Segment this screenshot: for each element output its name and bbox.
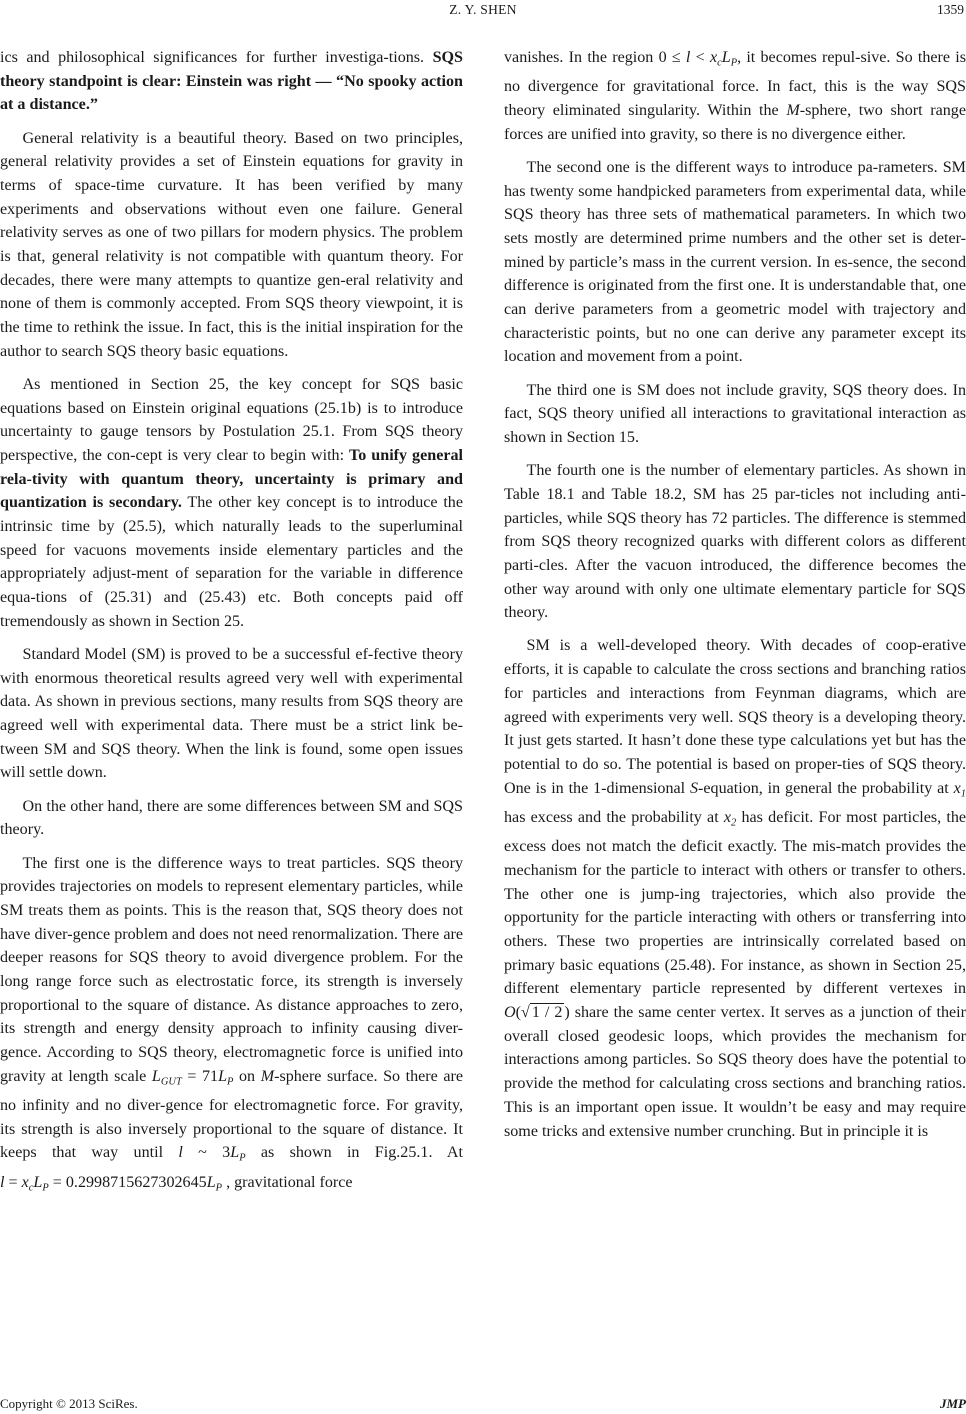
equation-lgut: $L_{GUT} = 71L_P$ — [151, 1067, 234, 1088]
right-column — [504, 46, 966, 1153]
copyright-notice: Copyright © 2013 SciRes. — [0, 1396, 138, 1411]
running-head-author: Z. Y. SHEN — [449, 2, 517, 17]
paragraph: The second one is the different ways to introduce pa-rameters. SM has twenty some handpicked parameters from experimental data, while SQS theory has three sets of mathematical parameters. In which two sets mostly are determined prime numbers and the other set is deter-mined by particle’s mass in the current version. In es-sence, the second difference is originated from the first one. It is understandable that, one can derive parameters from a geometric model with trajectory and characteristic points, but no one can derive any parameter except its location and movement from a point. — [504, 158, 966, 366]
paragraph: The third one is SM does not include gravity, SQS theory does. In fact, SQS theory unified all interactions to gravitational interaction as shown in Section 15. — [504, 381, 966, 446]
equation-region: $0 \le l < x_cL_P$ — [658, 49, 738, 69]
paragraph: On the other hand, there are some differences between SM and SQS theory. — [0, 797, 463, 839]
left-column — [0, 46, 463, 1210]
bold-statement: SQS theory standpoint is clear: Einstein was right — “No spooky action at a distance.” — [0, 49, 463, 114]
equation-l-xc: $l = x_cL_P = 0.2998715627302645L_P$ — [0, 1173, 223, 1194]
paragraph: As mentioned in Section 25, the key concept for SQS basic equations based on Einstein original equations (25.1b) is to introduce uncertainty to gauge tensors by Postulation 25.1. From SQS theory perspective, the con-cept is very clear to begin with: To unify general rela-tivity with quantum theory, uncertainty is primary and quantization is secondary. The other key concept is to introduce the intrinsic time by (25.5), which naturally leads to the superluminal speed for vacuons movements inside elementary particles and the appropriately adjust-ment of separation for the variable in difference equa-tions of (25.31) and (25.43) etc. Both concepts paid off tremendously as shown in Section 25. — [0, 375, 463, 630]
variable-x1: $x_1$ — [953, 779, 966, 800]
page-number: 1359 — [937, 2, 964, 17]
paragraph: General relativity is a beautiful theory. Based on two principles, general relativity provides a set of Einstein equations for gravity in terms of space-time curvature. It has been verified by many experiments and observations without even one failure. General relativity serves as one of two pillars for modern physics. The problem is that, general relativity is not compatible with quantum theory. For decades, there were many attempts to quantize gen-eral relativity and none of them is commonly accepted. From SQS theory viewpoint, it is the time to rethink the issue. In fact, this is the initial inspiration for the author to search SQS theory basic equations. — [0, 129, 463, 360]
page-footer — [0, 1396, 966, 1414]
journal-abbreviation: JMP — [940, 1396, 966, 1411]
variable-x2: $x_2$ — [723, 808, 737, 829]
paragraph: vanishes. In the region $0 \le l < x_cL_P$, it becomes repul-sive. So there is no divergence for gravitational force. In fact, this is the way SQS theory eliminated singularity. Within the M-sphere, two short range forces are unified into gravity, so there is no divergence either. — [504, 49, 966, 143]
running-header — [0, 0, 966, 28]
equation-big-o: O(√ 1 / 2 ) — [504, 1004, 570, 1022]
paragraph: The fourth one is the number of elementary particles. As shown in Table 18.1 and Table 18.2, SM has 25 par-ticles not including anti-particles, while SQS theory has 72 particles. The difference is stemmed from SQS theory recognized quarks with different colors as different parti-cles. After the vacuon introduced, the difference becomes the other way around with only one ultimate elementary particle for SQS theory. — [504, 462, 966, 622]
bold-statement: To unify general rela-tivity with quantum theory, uncertainty is primary and quantization is secondary. — [0, 447, 463, 512]
paragraph: SM is a well-developed theory. With decades of coop-erative efforts, it is capable to calculate the cross sections and branching ratios for particles and interactions from Feynman diagrams, which are agreed with experiments very well. SQS theory is a developing theory. It just gets started. It hasn’t done these type calculations yet but has the potential to do so. The potential is based on proper-ties of SQS theory. One is in the 1-dimensional S-equation, in general the probability at $x_1$ has excess and the probability at $x_2$ has deficit. For most particles, the excess does not match the deficit exactly. The mis-match provides the mechanism for the particle to interact with others or transfer to others. The other one is jump-ing trajectories, which also provide the opportunity for the particle interacting with others or transferring into others. These two properties are intrinsically correlated based on primary basic equations (25.48). For instance, as shown in Section 25, different elementary particle represented by different vertexes in O(√ 1 / 2 ) share the same center vertex. It serves as a junction of their overall closed geodesic loops, which provides the mechanism for interactions among particles. So SQS theory does have the potential to provide the method for calculating cross sections and branching ratios. This is an important open issue. It wouldn’t be easy and may require some tricks and extensive number crunching. But in principle it is — [504, 637, 966, 1140]
paragraph: The first one is the difference ways to treat particles. SQS theory provides trajectories on models to represent elementary particles, while SM treats them as points. This is the reason that, SQS theory does not have diver-gence problem and does not need renormalization. There are deeper reasons for SQS theory to avoid divergence problem. For the long range force such as electrostatic force, its strength is inversely proportional to the square of distance. As distance approaches to zero, its strength and energy density approach to infinity causing diver-gence. According to SQS theory, electromagnetic force is unified into gravity at length scale $L_{GUT} = 71L_P$ on M-sphere surface. So there are no infinity and no diver-gence for electromagnetic force. For gravity, its strength is also inversely proportional to the square of distance. It keeps that way until l ~ $3L_P$ as shown in Fig.25.1. At $l = x_cL_P = 0.2998715627302645L_P$ , gravitational force — [0, 854, 464, 1194]
equation-l-approx: l ~ $3L_P$ — [178, 1144, 246, 1165]
paragraph: ics and philosophical significances for further investiga-tions. SQS theory standpoint is clear: Einstein was right — “No spooky action at a distance.” — [0, 49, 463, 114]
paragraph: Standard Model (SM) is proved to be a successful ef-fective theory with enormous theoretical results agreed very well with experimental data. As shown in previous sections, many results from SQS theory are agreed well with experimental data. There must be a strict link be-tween SM and SQS theory. When the link is found, some open issues will settle down. — [0, 646, 463, 782]
